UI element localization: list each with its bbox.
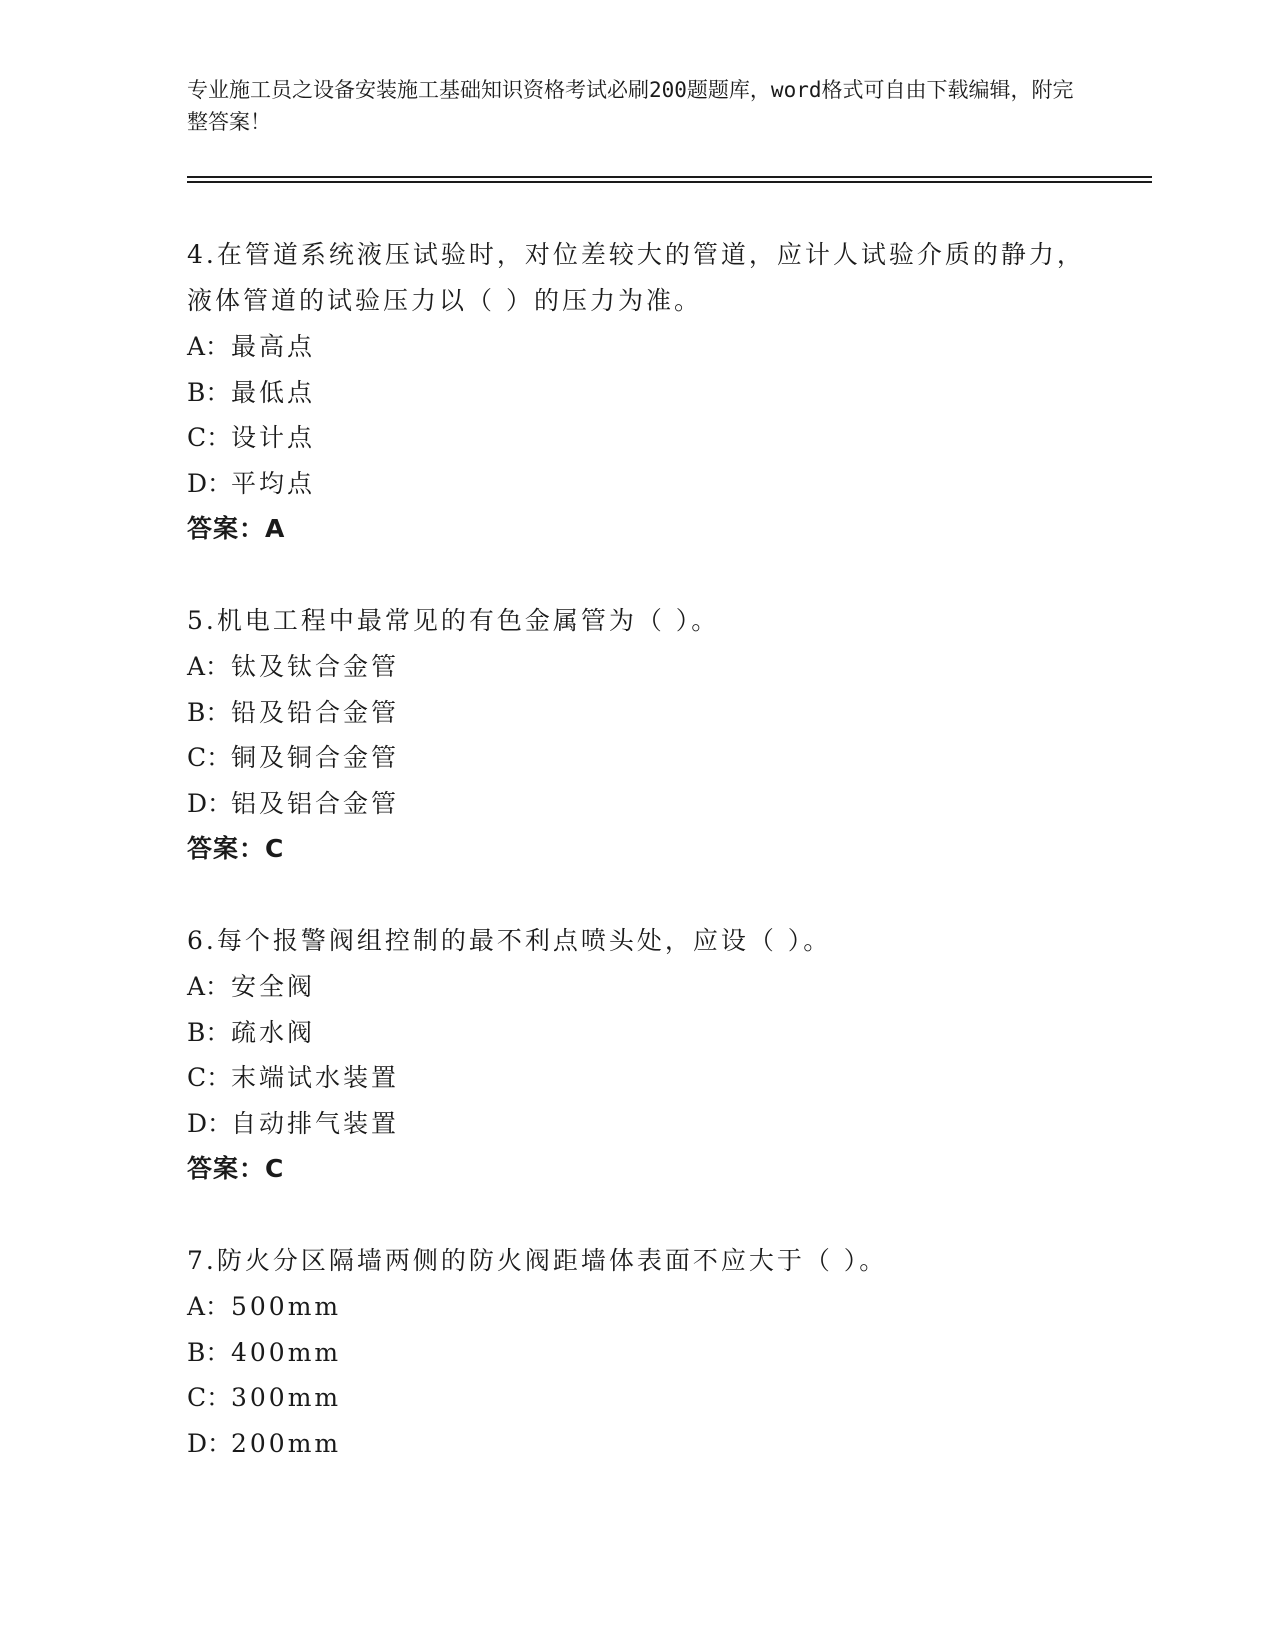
option-letter: D： (187, 1428, 233, 1458)
option-text: 设计点 (231, 423, 316, 452)
option-c (187, 415, 1087, 461)
question-item (187, 598, 1087, 872)
option-letter: A： (187, 332, 231, 361)
option-text: 最高点 (231, 332, 316, 361)
question-item (187, 232, 1087, 552)
option-d (187, 1421, 1087, 1467)
question-list (187, 232, 1087, 1512)
option-letter: B： (187, 1017, 231, 1047)
question-item (187, 918, 1087, 1192)
option-text: 铝及铝合金管 (231, 788, 400, 818)
option-b (187, 1330, 1087, 1376)
option-text: 自动排气装置 (231, 1108, 400, 1138)
option-letter: C： (187, 1383, 232, 1412)
header-divider-bottom (187, 181, 1152, 183)
question-text: 4.在管道系统液压试验时，对位差较大的管道，应计人试验介质的静力，液体管道的试验压力以（ ）的压力为准。 (187, 240, 1085, 315)
option-c (187, 1055, 1087, 1101)
option-c (187, 735, 1087, 781)
option-letter: D： (187, 788, 233, 818)
answer-text: 答案：C (187, 834, 285, 863)
option-text: 200mm (231, 1428, 342, 1458)
option-letter: B： (187, 377, 231, 407)
option-text: 末端试水装置 (231, 1063, 400, 1092)
option-text: 钛及钛合金管 (231, 652, 400, 681)
option-text: 铅及铅合金管 (231, 697, 400, 727)
question-text: 6.每个报警阀组控制的最不利点喷头处，应设（ ）。 (187, 926, 832, 955)
option-d (187, 461, 1087, 507)
option-text: 疏水阀 (231, 1017, 316, 1047)
answer-text: 答案：A (187, 514, 286, 543)
option-letter: C： (187, 423, 232, 452)
question-item (187, 1238, 1087, 1466)
option-text: 400mm (231, 1337, 342, 1367)
option-letter: D： (187, 1108, 233, 1138)
option-text: 安全阀 (231, 972, 316, 1001)
question-text: 7.防火分区隔墙两侧的防火阀距墙体表面不应大于（ ）。 (187, 1246, 888, 1275)
option-text: 最低点 (231, 377, 316, 407)
option-a (187, 324, 1087, 370)
option-text: 铜及铜合金管 (231, 743, 400, 772)
option-a (187, 964, 1087, 1010)
option-letter: B： (187, 697, 231, 727)
option-text: 300mm (231, 1383, 342, 1412)
option-b (187, 1010, 1087, 1056)
option-b (187, 690, 1087, 736)
option-letter: D： (187, 468, 233, 498)
answer-text: 答案：C (187, 1154, 285, 1183)
option-letter: A： (187, 652, 231, 681)
document-header: 专业施工员之设备安装施工基础知识资格考试必刷200题题库，word格式可自由下载编辑，附完整答案！ (187, 78, 1074, 134)
header-divider-top (187, 176, 1152, 178)
question-text: 5.机电工程中最常见的有色金属管为（ ）。 (187, 606, 720, 635)
option-a (187, 644, 1087, 690)
option-letter: A： (187, 1292, 231, 1321)
option-b (187, 370, 1087, 416)
option-text: 500mm (231, 1292, 342, 1321)
option-c (187, 1375, 1087, 1421)
option-letter: B： (187, 1337, 231, 1367)
option-letter: C： (187, 1063, 232, 1092)
option-text: 平均点 (231, 468, 316, 498)
option-d (187, 781, 1087, 827)
option-letter: C： (187, 743, 232, 772)
option-d (187, 1101, 1087, 1147)
option-letter: A： (187, 972, 231, 1001)
option-a (187, 1284, 1087, 1330)
